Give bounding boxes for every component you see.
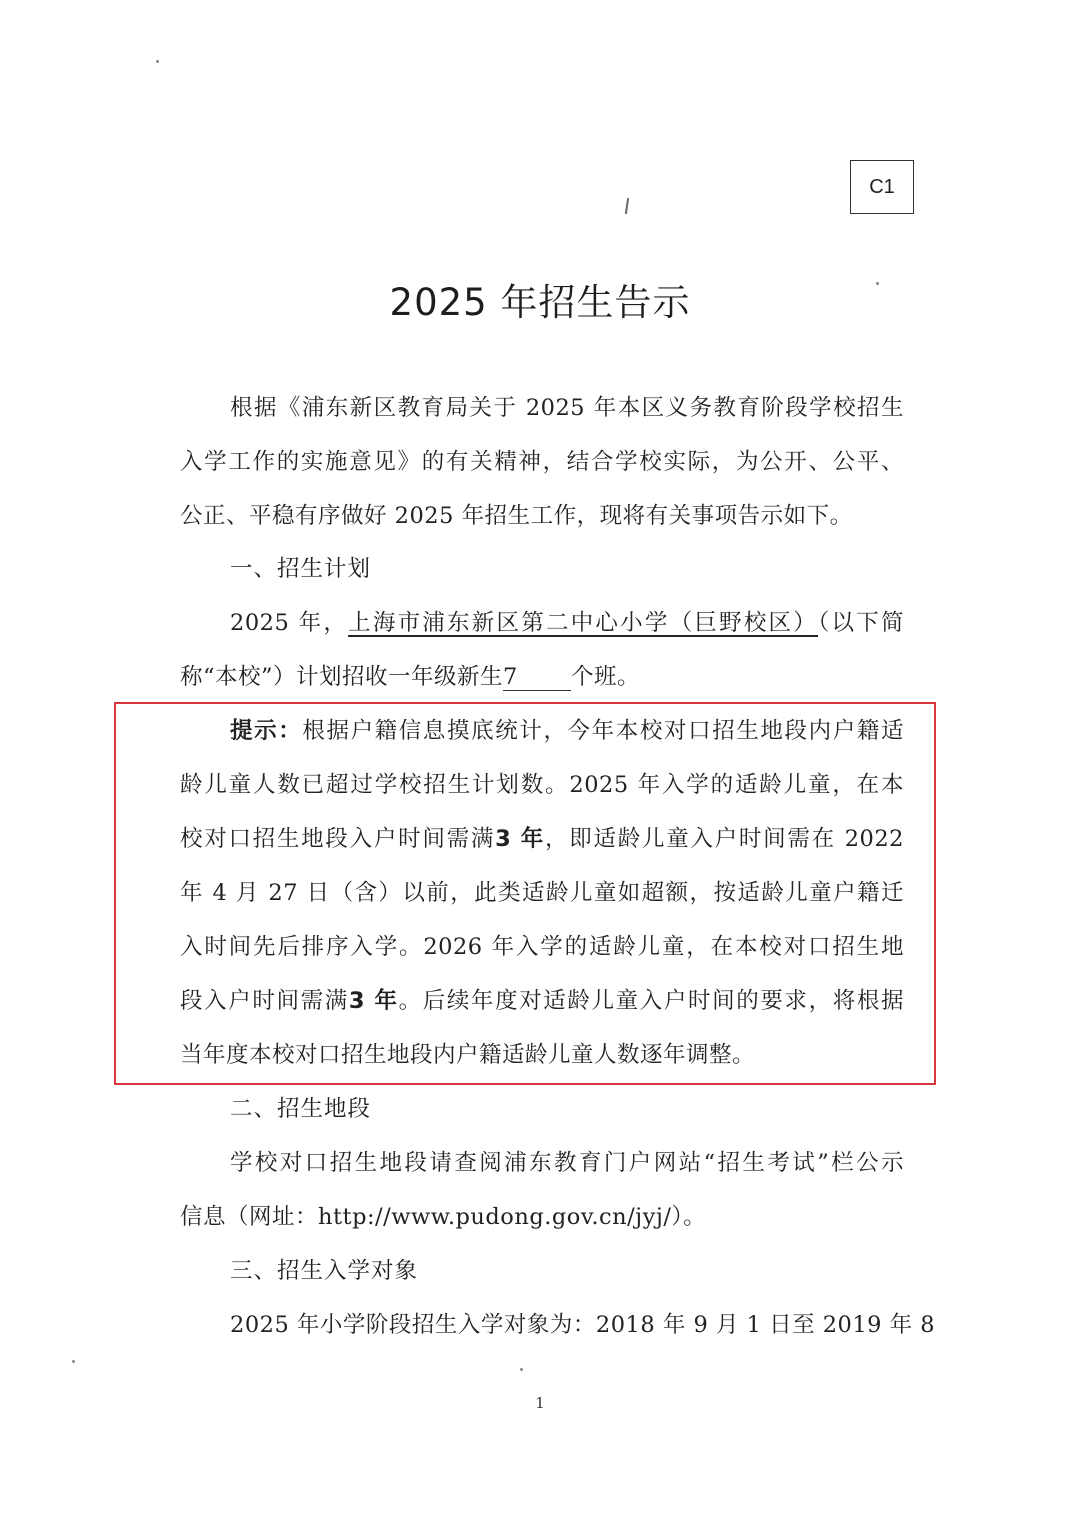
page-number: 1 — [535, 1394, 545, 1412]
notice-line-6-prefix: 段入户时间需满 — [180, 988, 349, 1014]
notice-years-required-2: 3 年 — [348, 988, 399, 1014]
section-3-line-1: 2025 年小学阶段招生入学对象为：2018 年 9 月 1 日至 2019 年 8 — [230, 1312, 936, 1338]
scan-speck — [520, 1368, 523, 1371]
notice-line-2: 龄儿童人数已超过学校招生计划数。2025 年入学的适龄儿童，在本 — [180, 772, 904, 798]
notice-line-6 — [180, 984, 904, 1018]
intro-line-3: 公正、平稳有序做好 2025 年招生工作，现将有关事项告示如下。 — [180, 503, 853, 529]
class-count: 7 — [503, 664, 571, 691]
notice-line-4: 年 4 月 27 日（含）以前，此类适龄儿童如超额，按适龄儿童户籍迁 — [180, 880, 904, 906]
scan-speck — [876, 282, 879, 285]
section-1-heading: 一、招生计划 — [230, 556, 372, 582]
notice-line-3-prefix: 校对口招生地段入户时间需满 — [180, 826, 496, 852]
notice-line-5: 入时间先后排序入学。2026 年入学的适龄儿童，在本校对口招生地 — [180, 934, 904, 960]
notice-line-3 — [180, 822, 904, 856]
section-1-line-2-suffix: 个班。 — [571, 664, 641, 690]
section-1-line-1 — [230, 606, 904, 640]
section-1-line-2 — [180, 660, 904, 694]
section-1-line-1-suffix: （以下简 — [818, 610, 904, 636]
section-2-line-1: 学校对口招生地段请查阅浦东教育门户网站“招生考试”栏公示 — [230, 1150, 904, 1176]
document-code-box: C1 — [850, 160, 914, 214]
school-name: 上海市浦东新区第二中心小学（巨野校区） — [348, 610, 819, 636]
section-2-line-2: 信息（网址：http://www.pudong.gov.cn/jyj/）。 — [180, 1204, 707, 1230]
section-1-line-2-prefix: 称“本校”）计划招收一年级新生 — [180, 664, 504, 690]
section-3-heading: 三、招生入学对象 — [230, 1258, 419, 1284]
intro-line-1: 根据《浦东新区教育局关于 2025 年本区义务教育阶段学校招生 — [230, 395, 904, 421]
scan-speck — [72, 1360, 75, 1363]
page-title: 2025 年招生告示 — [389, 281, 691, 324]
notice-line-6-suffix: 。后续年度对适龄儿童入户时间的要求，将根据 — [398, 988, 904, 1014]
intro-line-2: 入学工作的实施意见》的有关精神，结合学校实际，为公开、公平、 — [180, 449, 904, 475]
scan-speck — [156, 60, 159, 63]
notice-label: 提示： — [230, 718, 303, 744]
notice-line-7: 当年度本校对口招生地段内户籍适龄儿童人数逐年调整。 — [180, 1042, 756, 1068]
section-2-heading: 二、招生地段 — [230, 1096, 372, 1122]
notice-line-1 — [230, 714, 904, 748]
scan-mark — [625, 198, 629, 214]
section-1-year: 2025 年， — [230, 610, 349, 636]
notice-line-3-suffix: ，即适龄儿童入户时间需在 2022 — [545, 826, 904, 852]
notice-years-required-1: 3 年 — [495, 826, 546, 852]
notice-line-1-text: 根据户籍信息摸底统计，今年本校对口招生地段内户籍适 — [302, 718, 904, 744]
